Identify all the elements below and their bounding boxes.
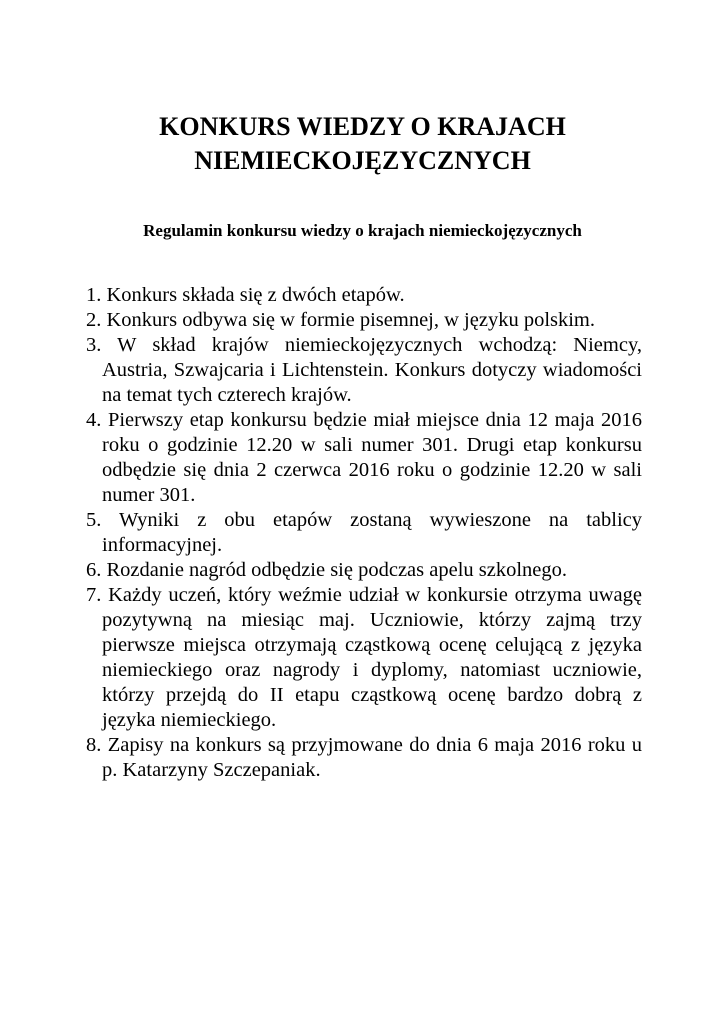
rule-2: 2. Konkurs odbywa się w formie pisemnej, w języku polskim.	[86, 309, 596, 331]
title-line-2: NIEMIECKOJĘZYCZNYCH	[194, 146, 531, 175]
rule-3: 3. W skład krajów niemieckojęzycznych wchodzą: Niemcy, Austria, Szwajcaria i Lichtenstein. Konkurs dotyczy wiadomości na temat tych czterech krajów.	[86, 334, 642, 406]
subtitle: Regulamin konkursu wiedzy o krajach niemieckojęzycznych	[143, 221, 582, 240]
title-line-1: KONKURS WIEDZY O KRAJACH	[159, 112, 566, 141]
page-title	[60, 110, 665, 178]
rule-8: 8. Zapisy na konkurs są przyjmowane do dnia 6 maja 2016 roku u p. Katarzyny Szczepaniak.	[86, 734, 642, 781]
rules-list	[86, 283, 642, 783]
rule-4: 4. Pierwszy etap konkursu będzie miał miejsce dnia 12 maja 2016 roku o godzinie 12.20 w sali numer 301. Drugi etap konkursu odbędzie się dnia 2 czerwca 2016 roku o godzinie 12.20 w sali numer 301.	[86, 409, 642, 506]
rule-5: 5. Wyniki z obu etapów zostaną wywieszone na tablicy informacyjnej.	[86, 509, 642, 556]
rule-6: 6. Rozdanie nagród odbędzie się podczas apelu szkolnego.	[86, 559, 568, 581]
rule-1: 1. Konkurs składa się z dwóch etapów.	[86, 284, 405, 306]
rule-7: 7. Każdy uczeń, który weźmie udział w konkursie otrzyma uwagę pozytywną na miesiąc maj. Uczniowie, którzy zajmą trzy pierwsze miejsca otrzymają cząstkową ocenę celującą z języka niemieckiego oraz nagrody i dyplomy, natomiast uczniowie, którzy przejdą do II etapu cząstkową ocenę bardzo dobrą z języka niemieckiego.	[86, 584, 642, 731]
